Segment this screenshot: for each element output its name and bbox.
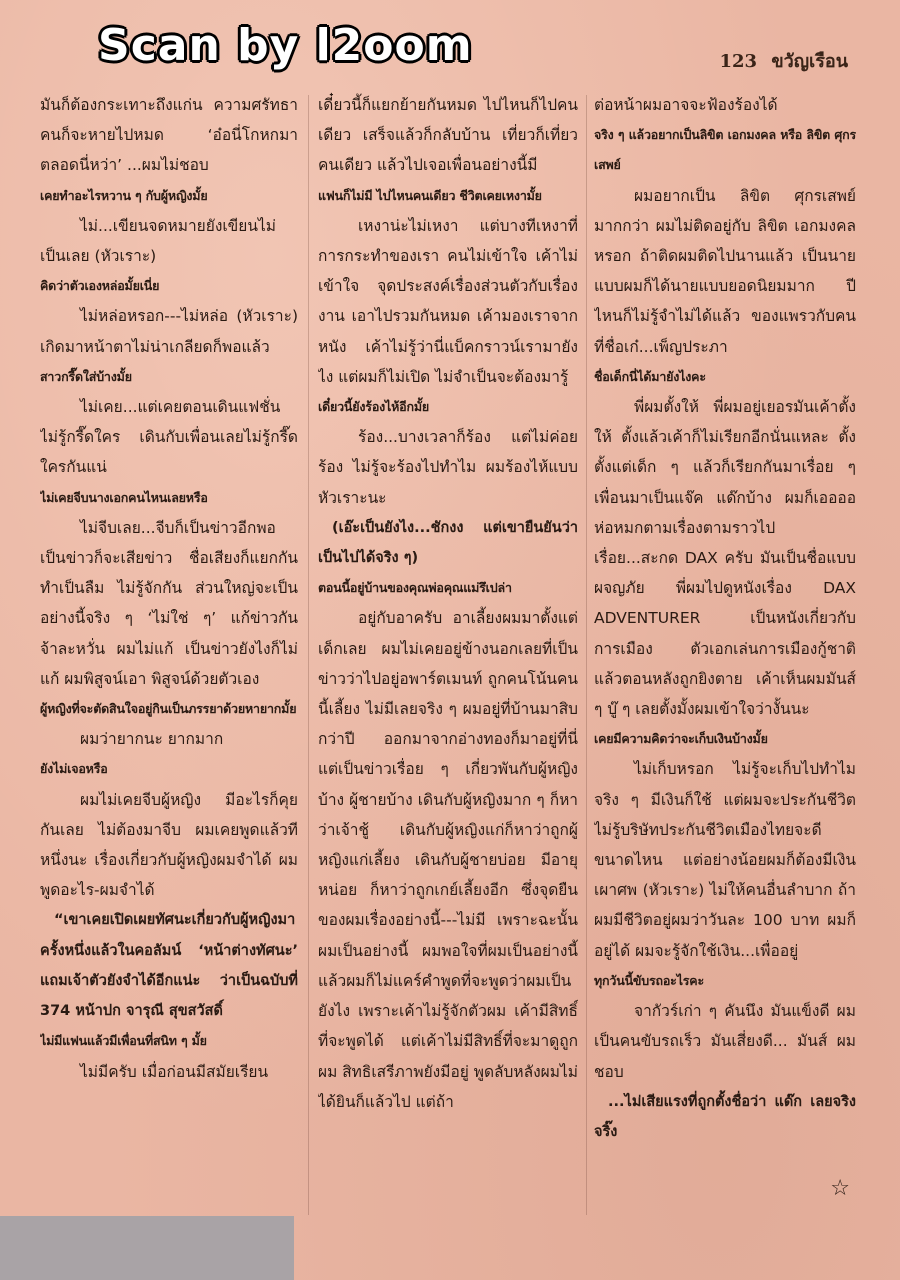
interview-answer: ร้อง...บางเวลาก็ร้อง แต่ไม่ค่อยร้อง ไม่รู้จะร้องไปทำไม ผมร้องไห้แบบหัวเราะนะ	[318, 428, 578, 507]
interview-question: ทุกวันนี้ขับรถอะไรคะ	[594, 972, 704, 988]
page-number: 123	[719, 51, 758, 72]
interview-question: คิดว่าตัวเองหล่อมั้ยเนี่ย	[40, 278, 160, 294]
column-divider	[586, 95, 587, 1215]
interview-answer: ไม่มีครับ เมื่อก่อนมีสมัยเรียน	[80, 1062, 269, 1081]
interview-answer: ไม่...เขียนจดหมายยังเขียนไม่เป็นเลย (หัวเราะ)	[40, 216, 276, 266]
article-column-2	[318, 90, 578, 1220]
interview-answer: อยู่กับอาครับ อาเลี้ยงผมมาตั้งแต่เด็กเลย ผมไม่เคยอยู่ข้างนอกเลยที่เป็นข่าวว่าไปอยู่อพาร์ตเมนท์ ถูกคนโน้นคนนี้เลี้ยง ไม่มีเลยจริง ๆ ผมอยู่ที่บ้านมาสิบกว่าปี ออกมาจากอ่างทองก็มาอยู่ที่นี่ แต่เป็นข่าวเรื่อย ๆ เกี่ยวพันกับผู้หญิงบ้าง ผู้ชายบ้าง เดินกับผู้หญิงมาก ๆ ก็หาว่าเจ้าชู้ เดินกับผู้หญิงแก่ก็หาว่าถูกผู้หญิงแก่เลี้ยง เดินกับผู้ชายบ่อย มีอายุหน่อย ก็หาว่าถูกเกย์เลี้ยงอีก ซึ่งจุดยืนของผมเรื่องอย่างนี้---ไม่มี เพราะฉะนั้นผมเป็นอย่างนี้ ผมพอใจที่ผมเป็นอย่างนี้แล้วผมก็ไม่แคร์คำพูดที่จะพูดว่าผมเป็นยังไง เพราะเค้าไม่รู้จักตัวผม เค้ามีสิทธิ์ที่จะพูดได้ แต่เค้าไม่มีสิทธิ์ที่จะมาดูถูกผม สิทธิเสรีภาพยังมีอยู่ พูดลับหลังผมไม่ได้ยินก็แล้วไป แต่ถ้า	[318, 609, 578, 1111]
interview-answer: พี่ผมตั้งให้ พี่ผมอยู่เยอรมันเค้าตั้งให้ ตั้งแล้วเค้าก็ไม่เรียกอีกนั่นแหละ ตั้งตั้งแต่เด็ก ๆ แล้วก็เรียกกันมาเรื่อย ๆ เพื่อนมาเป็นแจ๊ค แด๊กบ้าง ผมก็เออออห่อหมกตามเรื่องตามราวไปเรื่อย...สะกด DAX ครับ มันเป็นชื่อแบบผจญภัย พี่ผมไปดูหนังเรื่อง DAX ADVENTURER เป็นหนังเกี่ยวกับการเมือง ตัวเอกเล่นการเมืองกู้ชาติ แล้วตอนหลังถูกยิงตาย เค้าเห็นผมมันส์ ๆ บู๊ ๆ เลยตั้งมั้งผมเข้าใจว่างั้นนะ	[594, 398, 856, 719]
interview-question: จริง ๆ แล้วอยากเป็นลิขิต เอกมงคล หรือ ลิขิต ศุกรเสพย์	[594, 127, 856, 173]
article-column-1	[40, 90, 298, 1220]
interview-answer: ไม่หล่อหรอก---ไม่หล่อ (หัวเราะ) เกิดมาหน้าตาไม่น่าเกลียดก็พอแล้ว	[40, 307, 298, 356]
end-of-article-star-icon: ☆	[830, 1176, 850, 1201]
interview-answer: ผมไม่เคยจีบผู้หญิง มีอะไรก็คุยกันเลย ไม่ต้องมาจีบ ผมเคยพูดแล้วทีหนึ่งนะ เรื่องเกี่ยวกับผู้หญิงผมจำได้ ผมพูดอะไร-ผมจำได้	[40, 790, 298, 900]
interview-answer: เดี๋ยวนี้ก็แยกย้ายกันหมด ไปไหนก็ไปคนเดียว เสร็จแล้วก็กลับบ้าน เที่ยวก็เที่ยวคนเดียว แล้วไปเจอเพื่อนอย่างนี้มี	[318, 96, 578, 175]
interview-question: สาวกรี๊ดใส่บ้างมั้ย	[40, 368, 132, 384]
interview-answer: มันก็ต้องกระเทาะถึงแก่น ความศรัทธาคนก็จะหายไปหมด ‘อ๋อนี่โกหกมาตลอดนี่หว่า’ ...ผมไม่ชอบ	[40, 96, 298, 175]
scan-margin-block	[0, 1216, 294, 1280]
interview-answer: ต่อหน้าผมอาจจะฟ้องร้องได้	[594, 96, 778, 114]
interview-answer: ไม่จีบเลย...จีบก็เป็นข่าวอีกพอเป็นข่าวก็จะเสียข่าว ชื่อเสียงก็แยกกันทำเป็นลืม ไม่รู้จักกัน ส่วนใหญ่จะเป็นอย่างนี้จริง ๆ ‘ไม่ใช่ ๆ’ แก้ข่าวกันจ้าละหวั่น ผมไม่แก้ เป็นข่าวยังไงก็ไม่แก้ ผมพิสูจน์เอา พิสูจน์ด้วยตัวเอง	[40, 518, 298, 688]
page-header	[719, 46, 848, 75]
interview-answer: ไม่เคย...แต่เคยตอนเดินแฟชั่นไม่รู้กรี๊ดใคร เดินกับเพื่อนเลยไม่รู้กรี๊ดใครกันแน่	[40, 398, 298, 477]
interview-question: เคยทำอะไรหวาน ๆ กับผู้หญิงมั้ย	[40, 187, 208, 203]
interview-question: เคยมีความคิดว่าจะเก็บเงินบ้างมั้ย	[594, 731, 768, 747]
editor-note: ...ไม่เสียแรงที่ถูกตั้งชื่อว่า แด๊ก เลยจริงจริ๊ง	[594, 1093, 856, 1140]
magazine-title: ขวัญเรือน	[771, 51, 848, 72]
interview-question: ไม่เคยจีบนางเอกคนไหนเลยหรือ	[40, 489, 208, 505]
editor-note: “เขาเคยเปิดเผยทัศนะเกี่ยวกับผู้หญิงมาครั้งหนึ่งแล้วในคอลัมน์ ‘หน้าต่างทัศนะ’ แถมเจ้าตัวยังจำได้อีกแน่ะ ว่าเป็นฉบับที่ 374 หน้าปก จารุณี สุขสวัสดิ์	[40, 912, 298, 1020]
interview-question: เดี๋ยวนี้ยังร้องไห้อีกมั้ย	[318, 399, 429, 415]
interview-question: แฟนก็ไม่มี ไปไหนคนเดียว ชีวิตเคยเหงามั้ย	[318, 187, 542, 203]
interview-question: ตอนนี้อยู่บ้านของคุณพ่อคุณแม่รึเปล่า	[318, 580, 512, 596]
interview-question: ชื่อเด็กนี่ได้มายังไงคะ	[594, 368, 706, 384]
interview-answer: จากัวร์เก่า ๆ คันนึง มันแข็งดี ผมเป็นคนขับรถเร็ว มันเสี่ยงดี... มันส์ ผมชอบ	[594, 1002, 856, 1081]
interview-answer: เหงาน่ะไม่เหงา แต่บางทีเหงาที่การกระทำของเรา คนไม่เข้าใจ เค้าไม่เข้าใจ จุดประสงค์เรื่องส่วนตัวกับเรื่องงาน เอาไปรวมกันหมด เค้ามองเราจากหนัง เค้าไม่รู้ว่านี่แบ็คกราวน์เรามายังไง แต่ผมก็ไม่เปิด ไม่จำเป็นจะต้องมารู้	[318, 216, 578, 386]
interview-question: ผู้หญิงที่จะตัดสินใจอยู่กินเป็นภรรยาด้วยหายากมั้ย	[40, 701, 297, 717]
interview-question: ไม่มีแฟนแล้วมีเพื่อนที่สนิท ๆ มั้ย	[40, 1033, 207, 1049]
article-column-3	[594, 90, 856, 1220]
column-divider	[308, 95, 309, 1215]
scan-watermark: Scan by l2oom	[98, 20, 473, 71]
interview-answer: ไม่เก็บหรอก ไม่รู้จะเก็บไปทำไม จริง ๆ มีเงินก็ใช้ แต่ผมจะประกันชีวิต ไม่รู้บริษัทประกันชีวิตเมืองไทยจะดีขนาดไหน แต่อย่างน้อยผมก็ต้องมีเงินเผาศพ (หัวเราะ) ไม่ให้คนอื่นลำบาก ถ้าผมมีชีวิตอยู่ผมว่าวันละ 100 บาท ผมก็อยู่ได้ ผมจะรู้จักใช้เงิน...เพื่ออยู่	[594, 760, 856, 960]
interview-question: ยังไม่เจอหรือ	[40, 761, 108, 777]
interview-answer: ผมว่ายากนะ ยากมาก	[80, 730, 224, 749]
interview-answer: ผมอยากเป็น ลิขิต ศุกรเสพย์มากกว่า ผมไม่ติดอยู่กับ ลิขิต เอกมงคล หรอก ถ้าติดผมติดไปนานแล้ว เป็นนายแบบผมก็ได้นายแบบยอดนิยมมาก ปีไหนก็ไม่รู้จำไม่ได้แล้ว ของแพรวกับคนที่ชื่อเก๋...เพ็ญประภา	[594, 186, 856, 356]
editor-note: (เอ๊ะเป็นยังไง...ชักงง แต่เขายืนยันว่าเป็นไปได้จริง ๆ)	[318, 519, 578, 567]
